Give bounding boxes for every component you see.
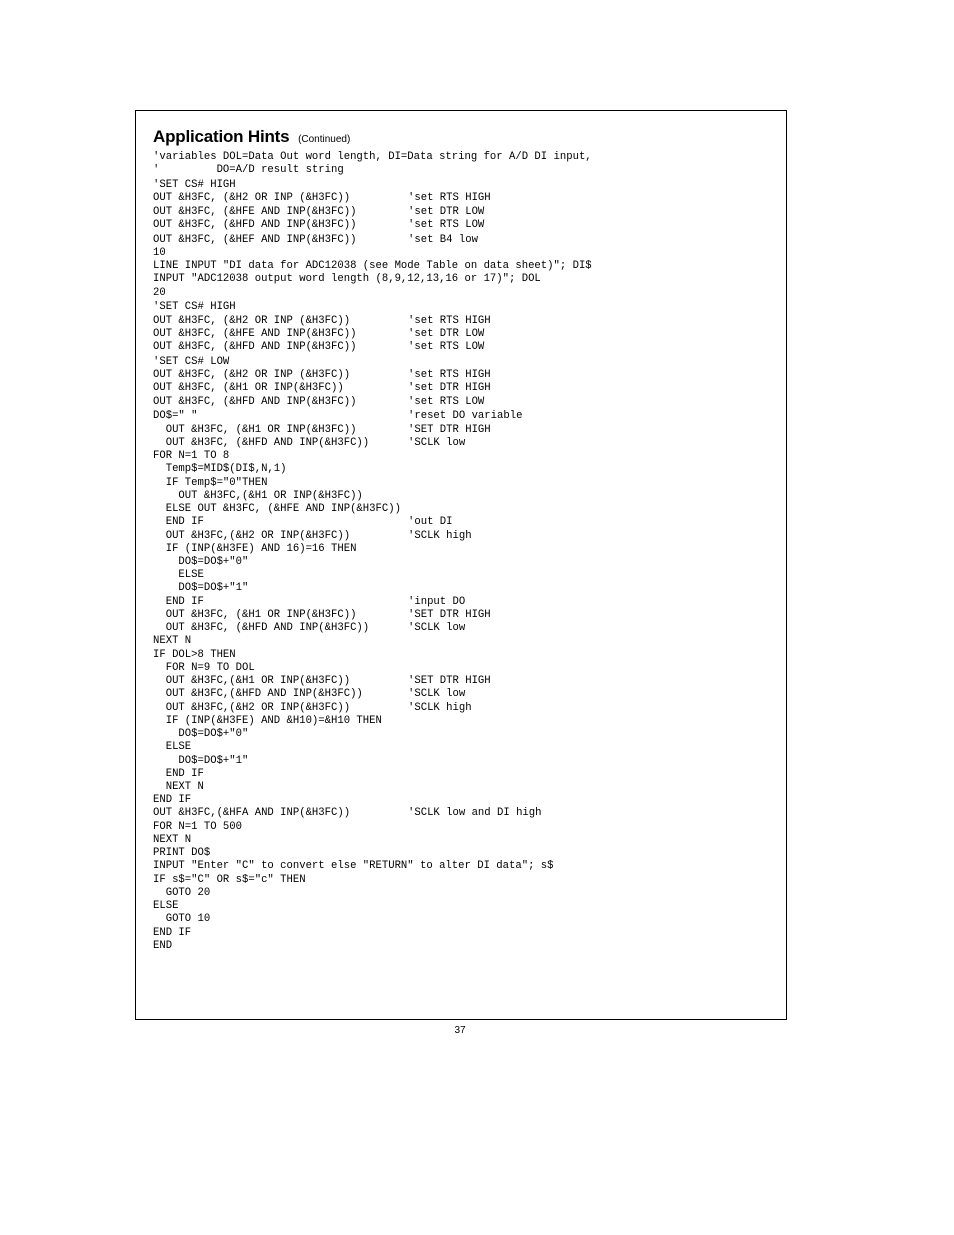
code-line [153,768,773,781]
code-comment: 'SCLK low [408,436,466,449]
code-line [153,622,773,635]
code-text: OUT &H3FC, (&HFD AND INP(&H3FC)) [153,436,370,449]
code-comment: 'set DTR LOW [408,327,485,340]
code-comment: 'set DTR HIGH [408,382,491,395]
code-comment: 'reset DO variable [408,410,523,423]
code-text: OUT &H3FC, (&H1 OR INP(&H3FC)) [153,608,357,621]
code-comment: 'set RTS LOW [408,218,485,231]
code-text: END [153,939,173,952]
code-line [153,543,773,556]
code-comment: 'SET DTR HIGH [408,608,491,621]
code-line [153,463,773,476]
code-text: NEXT N [153,780,204,793]
code-line [153,219,773,232]
code-line [153,410,773,423]
code-line [153,369,773,382]
code-text: OUT &H3FC, (&HFD AND INP(&H3FC)) [153,395,357,408]
code-line [153,794,773,807]
code-text: Temp$=MID$(DI$,N,1) [153,463,287,476]
code-line [153,649,773,662]
code-text: FOR N=1 TO 8 [153,450,230,463]
code-text: 10 [153,246,166,259]
code-text: IF DOL>8 THEN [153,648,236,661]
code-line [153,662,773,675]
code-comment: 'set DTR LOW [408,205,485,218]
code-comment: 'SCLK low [408,622,466,635]
code-text: OUT &H3FC,(&H2 OR INP(&H3FC)) [153,529,351,542]
code-text: OUT &H3FC,(&HFA AND INP(&H3FC)) [153,807,351,820]
code-line [153,260,773,273]
code-text: DO$=DO$+"1" [153,754,249,767]
code-line [153,900,773,913]
code-line [153,609,773,622]
code-text: 'SET CS# HIGH [153,301,236,314]
code-comment: 'SCLK high [408,529,472,542]
code-comment: 'set RTS LOW [408,395,485,408]
code-line [153,287,773,300]
code-line [153,315,773,328]
code-line [153,328,773,341]
code-line [153,887,773,900]
code-text: INPUT "Enter "C" to convert else "RETURN" to alter DI data"; s$ [153,860,554,873]
code-line [153,301,773,314]
code-text: IF (INP(&H3FE) AND &H10)=&H10 THEN [153,714,382,727]
code-text: ELSE [153,569,204,582]
code-line [153,556,773,569]
continued-label: (Continued) [298,134,351,145]
code-comment: 'SCLK high [408,701,472,714]
code-line [153,860,773,873]
code-text: OUT &H3FC, (&HFD AND INP(&H3FC)) [153,218,357,231]
code-text: ELSE [153,900,179,913]
code-text: OUT &H3FC,(&HFD AND INP(&H3FC)) [153,688,363,701]
code-line [153,503,773,516]
basic-code-listing [153,151,773,953]
code-text: END IF [153,595,204,608]
code-text: ELSE [153,741,192,754]
section-heading [153,121,350,149]
code-line [153,807,773,820]
code-text: 'variables DOL=Data Out word length, DI=Data string for A/D DI input, [153,151,592,163]
code-comment: 'set RTS HIGH [408,369,491,382]
code-text: OUT &H3FC,(&H1 OR INP(&H3FC)) [153,675,351,688]
code-line [153,821,773,834]
code-line [153,728,773,741]
code-text: IF Temp$="0"THEN [153,476,268,489]
code-text: GOTO 10 [153,913,211,926]
code-text: OUT &H3FC, (&HFE AND INP(&H3FC)) [153,205,357,218]
code-comment: 'SET DTR HIGH [408,423,491,436]
code-text: OUT &H3FC, (&HFE AND INP(&H3FC)) [153,327,357,340]
code-line [153,781,773,794]
code-text: INPUT "ADC12038 output word length (8,9,12,13,16 or 17)"; DOL [153,273,541,286]
code-line [153,741,773,754]
code-line [153,847,773,860]
code-line [153,450,773,463]
page-number: 37 [454,1025,466,1036]
code-comment: 'set RTS HIGH [408,314,491,327]
code-line [153,437,773,450]
code-text: FOR N=9 TO DOL [153,661,255,674]
code-line [153,715,773,728]
code-line [153,688,773,701]
code-line [153,356,773,369]
code-text: 'SET CS# LOW [153,355,230,368]
code-text: OUT &H3FC, (&H2 OR INP (&H3FC)) [153,192,351,205]
code-line [153,192,773,205]
code-text: OUT &H3FC,(&H1 OR INP(&H3FC)) [153,489,363,502]
code-comment: 'set RTS HIGH [408,192,491,205]
code-text: OUT &H3FC, (&HFD AND INP(&H3FC)) [153,622,370,635]
code-line [153,477,773,490]
code-line [153,940,773,953]
code-comment: 'SCLK low [408,688,466,701]
code-text: FOR N=1 TO 500 [153,820,243,833]
code-text: NEXT N [153,635,192,648]
code-line [153,530,773,543]
code-comment: 'set RTS LOW [408,341,485,354]
code-text: OUT &H3FC, (&H2 OR INP (&H3FC)) [153,369,351,382]
code-text: END IF [153,767,204,780]
code-line [153,582,773,595]
code-line [153,179,773,192]
code-line [153,151,773,164]
code-line [153,874,773,887]
code-line [153,596,773,609]
code-line [153,755,773,768]
code-line [153,675,773,688]
code-text: END IF [153,794,192,807]
code-text: DO$=DO$+"0" [153,556,249,568]
code-line [153,927,773,940]
code-line [153,569,773,582]
code-text: LINE INPUT "DI data for ADC12038 (see Mode Table on data sheet)"; DI$ [153,260,592,273]
code-line [153,834,773,847]
code-line [153,635,773,648]
code-text: OUT &H3FC, (&H1 OR INP(&H3FC)) [153,382,344,395]
code-text: OUT &H3FC, (&HFD AND INP(&H3FC)) [153,341,357,354]
code-text: IF (INP(&H3FE) AND 16)=16 THEN [153,542,357,555]
code-text: ELSE OUT &H3FC, (&HFE AND INP(&H3FC)) [153,503,401,516]
code-text: DO$=DO$+"1" [153,582,249,595]
code-text: NEXT N [153,833,192,846]
code-line [153,164,773,177]
code-line [153,206,773,219]
code-comment: 'SET DTR HIGH [408,675,491,688]
code-line [153,396,773,409]
code-text: END IF [153,926,192,939]
code-comment: 'set B4 low [408,233,478,246]
section-title: Application Hints [153,127,290,146]
code-text: OUT &H3FC, (&HEF AND INP(&H3FC)) [153,233,357,246]
code-text: 'SET CS# HIGH [153,179,236,192]
code-text: END IF [153,516,204,529]
code-text: OUT &H3FC, (&H2 OR INP (&H3FC)) [153,314,351,327]
code-text: DO$=" " [153,410,198,423]
code-line [153,702,773,715]
code-comment: 'out DI [408,516,453,529]
code-line [153,273,773,286]
code-comment: 'input DO [408,595,466,608]
code-comment: 'SCLK low and DI high [408,807,542,820]
code-text: DO$=DO$+"0" [153,728,249,741]
code-text: 20 [153,286,166,299]
code-text: GOTO 20 [153,886,211,899]
code-line [153,341,773,354]
code-text: PRINT DO$ [153,847,211,860]
code-text: ' DO=A/D result string [153,164,344,177]
code-line [153,516,773,529]
code-line [153,913,773,926]
code-text: IF s$="C" OR s$="c" THEN [153,873,306,886]
code-text: OUT &H3FC, (&H1 OR INP(&H3FC)) [153,423,357,436]
code-line [153,424,773,437]
code-line [153,382,773,395]
code-line [153,234,773,247]
code-line [153,490,773,503]
code-text: OUT &H3FC,(&H2 OR INP(&H3FC)) [153,701,351,714]
code-line [153,247,773,260]
